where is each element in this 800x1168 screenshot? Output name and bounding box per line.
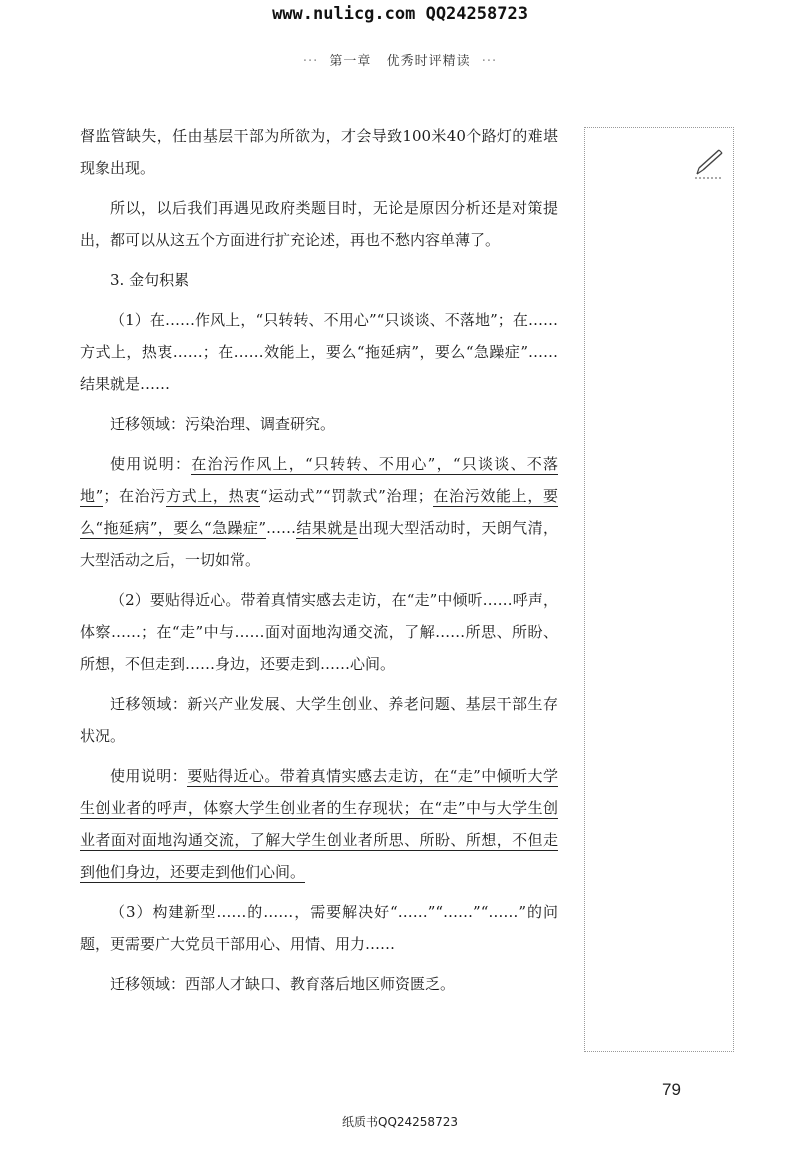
watermark-top: www.nulicg.com QQ24258723 (272, 4, 528, 24)
paragraph-golden-sentence-2: （2）要贴得近心。带着真情实感去走访，在“走”中倾听……呼声，体察……；在“走”中与……面对面地沟通交流，了解……所思、所盼、所想，不但走到……身边，还要走到……心间。 (80, 591, 558, 673)
usage-label: 使用说明： (110, 767, 188, 785)
paragraph-1: 督监管缺失，任由基层干部为所欲为，才会导致100米40个路灯的难堪现象出现。 (80, 127, 558, 177)
underlined-text: 在治污作风上，“只转转、不用心”，“只谈谈、不落地” (80, 455, 558, 505)
paragraph-migration-3: 迁移领域：西部人才缺口、教育落后地区师资匮乏。 (110, 975, 456, 993)
notes-sidebar (584, 127, 734, 1052)
paragraph-usage-2 (80, 760, 558, 888)
paragraph-golden-sentence-3: （3）构建新型……的……，需要解决好“……”“……”“……”的问题，更需要广大党员干部用心、用情、用力…… (80, 903, 558, 953)
usage-label: 使用说明： (110, 455, 192, 473)
plain-text: …… (266, 519, 296, 537)
page-number: 79 (662, 1080, 681, 1099)
plain-text: ；在治污 (103, 487, 166, 505)
chapter-title: 优秀时评精读 (386, 54, 471, 69)
paragraph-golden-sentence-1: （1）在……作风上，“只转转、不用心”“只谈谈、不落地”；在……方式上，热衷……；在……效能上，要么“拖延病”，要么“急躁症”……结果就是…… (80, 311, 558, 393)
watermark-bottom: 纸质书QQ24258723 (342, 1115, 458, 1129)
underlined-text: 要贴得近心。带着真情实感去走访，在“走”中倾听大学生创业者的呼声，体察大学生创业者的生存现状；在“走”中与大学生创业者面对面地沟通交流，了解大学生创业者所思、所盼、所想，不但走到他们身边，还要走到他们心间。 (80, 767, 558, 881)
underlined-text: 方式上，热衷 (165, 487, 260, 505)
paragraph-usage-1 (80, 448, 558, 576)
running-head-right-dots: ··· (481, 54, 498, 69)
chapter-label: 第一章 (329, 54, 372, 69)
running-head-left-dots: ··· (302, 54, 319, 69)
pen-icon (695, 140, 725, 180)
underlined-text: 在治污效能上，要么“拖延病”，要么“急躁症” (80, 487, 558, 537)
paragraph-migration-2: 迁移领域：新兴产业发展、大学生创业、养老问题、基层干部生存状况。 (80, 695, 558, 745)
plain-text: 治理； (385, 487, 433, 505)
underlined-text: 结果就是 (296, 519, 359, 537)
paragraph-migration-1: 迁移领域：污染治理、调查研究。 (110, 415, 336, 433)
running-head (0, 50, 800, 69)
plain-text: 出现大型活动时，天朗气清，大型活动之后，一切如常。 (80, 519, 558, 569)
paragraph-2: 所以，以后我们再遇见政府类题目时，无论是原因分析还是对策提出，都可以从这五个方面进行扩充论述，再也不愁内容单薄了。 (80, 199, 558, 249)
section-heading: 3. 金句积累 (110, 271, 190, 289)
plain-text: “运动式”“罚款式” (259, 487, 386, 505)
body-text (80, 120, 558, 1008)
